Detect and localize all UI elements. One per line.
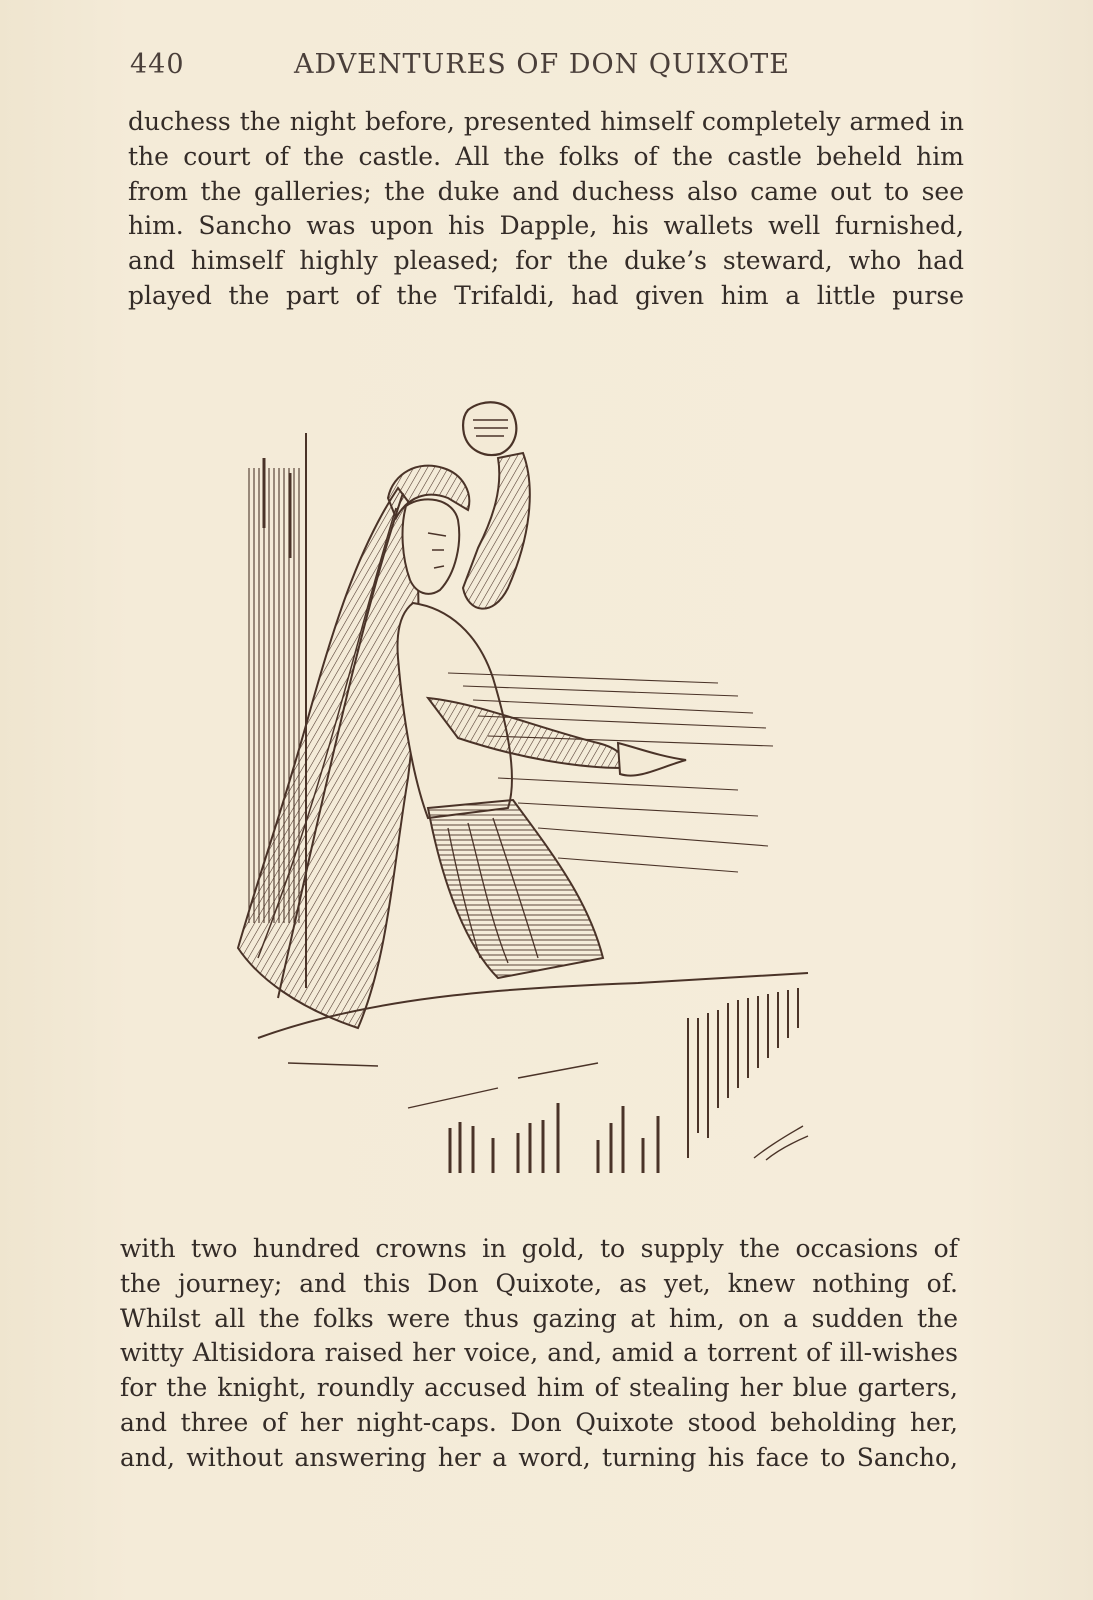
text-line: from the galleries; the duke and duchess also came out to see <box>128 176 964 206</box>
pen-flourish <box>754 1126 808 1160</box>
text-line: for the knight, roundly accused him of stealing her blue garters, <box>120 1373 958 1403</box>
running-header <box>130 49 950 89</box>
text-line: and three of her night-caps. Don Quixote stood beholding her, <box>120 1407 958 1437</box>
balcony-shadow <box>288 1063 598 1108</box>
text-line: and, without answering her a word, turning his face to Sancho, <box>120 1442 958 1472</box>
text-line: and himself highly pleased; for the duke’s steward, who had <box>128 246 964 276</box>
text-line: witty Altisidora raised her voice, and, amid a torrent of ill-wishes <box>120 1338 958 1368</box>
ground-posts <box>450 1103 658 1173</box>
engraving-illustration <box>218 398 828 1190</box>
text-line: duchess the night before, presented himself completely armed in <box>128 107 964 136</box>
page-number: 440 <box>130 49 185 80</box>
text-line: him. Sancho was upon his Dapple, his wallets well furnished, <box>128 211 964 241</box>
skirt <box>428 800 603 978</box>
bottom-paragraph <box>120 1232 958 1476</box>
text-line: with two hundred crowns in gold, to supply the occasions of <box>120 1234 958 1263</box>
running-title: ADVENTURES OF DON QUIXOTE <box>294 49 790 80</box>
altisidora-engraving <box>218 398 828 1190</box>
fringe <box>688 988 798 1158</box>
text-line: Whilst all the folks were thus gazing at him, on a sudden the <box>120 1303 958 1333</box>
face <box>403 499 460 594</box>
text-line: the journey; and this Don Quixote, as yet, knew nothing of. <box>120 1268 958 1298</box>
text-line: the court of the castle. All the folks of the castle beheld him <box>128 141 964 171</box>
text-line: played the part of the Trifaldi, had given him a little purse <box>128 280 964 310</box>
pointing-hand <box>618 743 686 776</box>
raised-arm <box>463 453 530 609</box>
top-paragraph <box>128 105 964 314</box>
